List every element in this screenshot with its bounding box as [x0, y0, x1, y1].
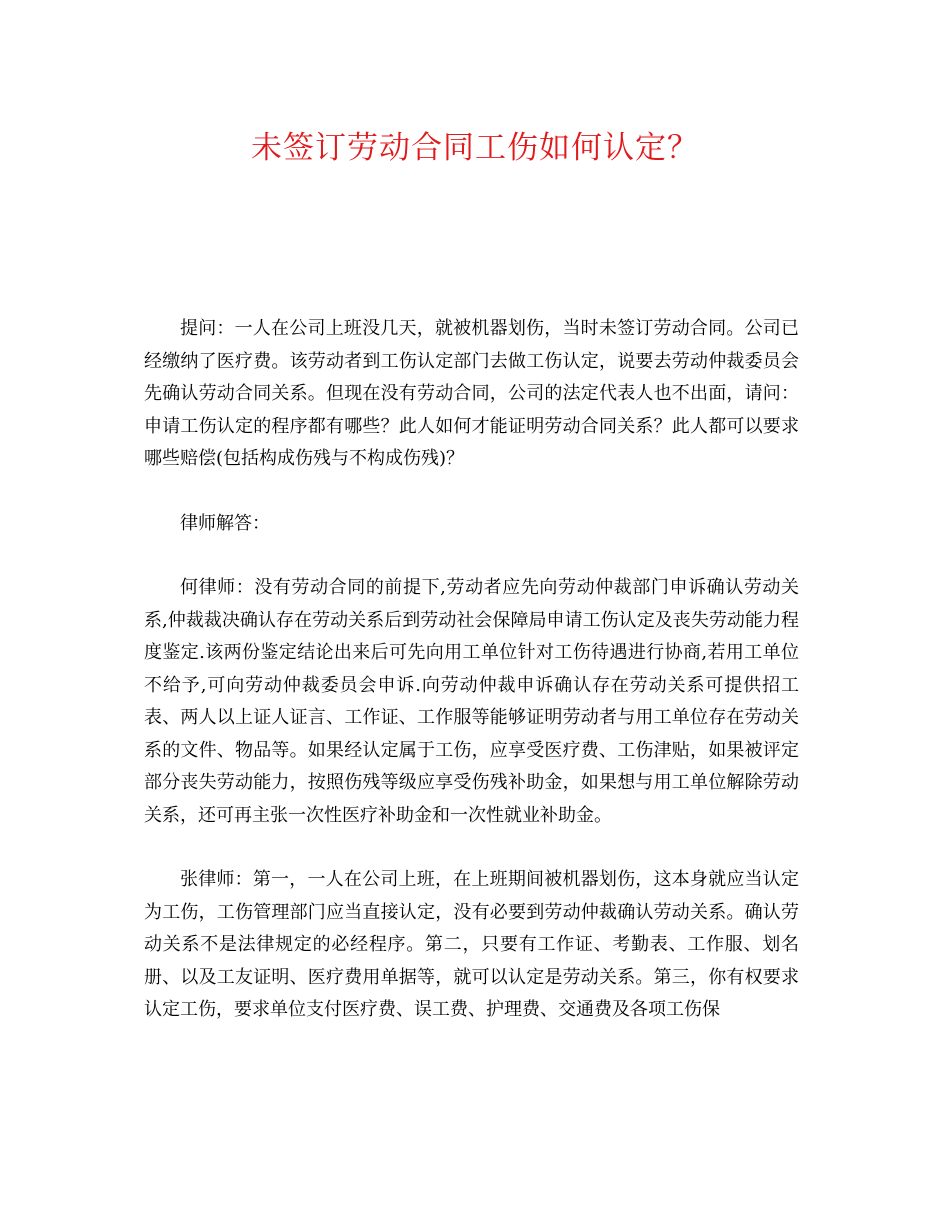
- question-paragraph: 提问：一人在公司上班没几天，就被机器划伤，当时未签订劳动合同。公司已经缴纳了医疗费。该劳动者到工伤认定部门去做工伤认定，说要去劳动仲裁委员会先确认劳动合同关系。但现在没有劳动合同，公司的法定代表人也不出面，请问：申请工伤认定的程序都有哪些？此人如何才能证明劳动合同关系？此人都可以要求哪些赔偿(包括构成伤残与不构成伤残)？: [144, 318, 799, 469]
- document-title: 未签订劳动合同工伤如何认定？: [251, 130, 699, 166]
- lawyer-he-answer: 何律师：没有劳动合同的前提下,劳动者应先向劳动仲裁部门申诉确认劳动关系,仲裁裁决确认存在劳动关系后到劳动社会保障局申请工伤认定及丧失劳动能力程度鉴定.该两份鉴定结论出来后可先向用工单位针对工伤待遇进行协商,若用工单位不给予,可向劳动仲裁委员会申诉.向劳动仲裁申诉确认存在劳动关系可提供招工表、两人以上证人证言、工作证、工作服等能够证明劳动者与用工单位存在劳动关系的文件、物品等。如果经认定属于工伤，应享受医疗费、工伤津贴，如果被评定部分丧失劳动能力，按照伤残等级应享受伤残补助金，如果想与用工单位解除劳动关系，还可再主张一次性医疗补助金和一次性就业补助金。: [144, 577, 799, 826]
- answer-heading: 律师解答：: [180, 512, 270, 534]
- document-body: [144, 313, 799, 1027]
- lawyer-zhang-answer: 张律师：第一，一人在公司上班，在上班期间被机器划伤，这本身就应当认定为工伤，工伤管理部门应当直接认定，没有必要到劳动仲裁确认劳动关系。确认劳动关系不是法律规定的必经程序。第二，只要有工作证、考勤表、工作服、划名册、以及工友证明、医疗费用单据等，就可以认定是劳动关系。第三，你有权要求认定工伤，要求单位支付医疗费、误工费、护理费、交通费及各项工伤保: [144, 869, 799, 1020]
